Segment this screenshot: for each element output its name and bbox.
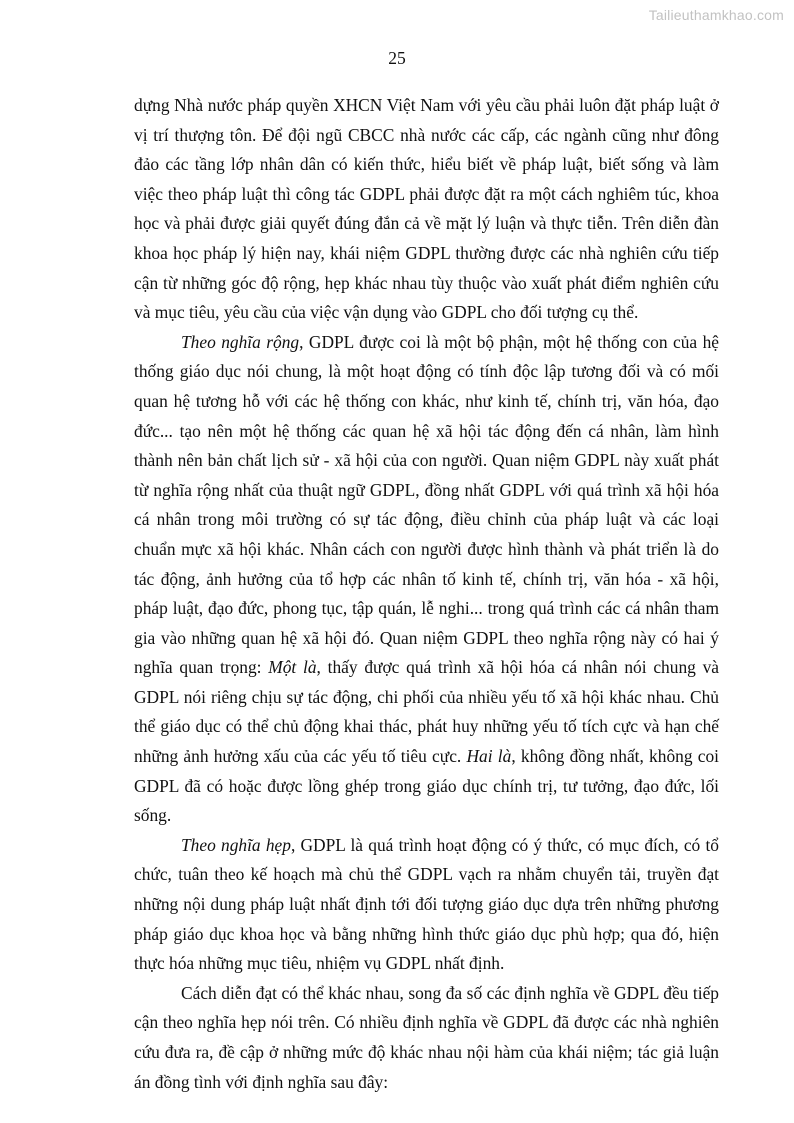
paragraph-3-text: , GDPL là quá trình hoạt động có ý thức, có mục đích, có tổ chức, tuân theo kế hoạch mà chủ thể GDPL vạch ra nhằm chuyển tải, truyền đạt những nội dung pháp luật nhất định tới đối tượng giáo dục dựa trên những phương pháp giáo dục khoa học và bằng những hình thức giáo dục phù hợp; qua đó, hiện thực hóa những mục tiêu, nhiệm vụ GDPL nhất định. [134, 834, 719, 974]
paragraph-2 [134, 328, 719, 831]
watermark: Tailieuthamkhao.com [648, 7, 784, 23]
narrow-sense-lead: Theo nghĩa hẹp [181, 834, 291, 855]
paragraph-4: Cách diễn đạt có thể khác nhau, song đa số các định nghĩa về GDPL đều tiếp cận theo nghĩa hẹp nói trên. Có nhiều định nghĩa về GDPL đã được các nhà nghiên cứu đưa ra, đề cập ở những mức độ khác nhau nội hàm của khái niệm; tác giả luận án đồng tình với định nghĩa sau đây: [134, 982, 719, 1092]
second-point-label: Hai là [466, 746, 512, 767]
paragraph-2-text-3: , không đồng nhất, không coi GDPL đã có hoặc được lồng ghép trong giáo dục chính trị, tư tưởng, đạo đức, lối sống. [134, 746, 719, 826]
paragraph-2-text-2: , thấy được quá trình xã hội hóa cá nhân nói chung và GDPL nói riêng chịu sự tác động, chi phối của nhiều yếu tố xã hội khác nhau. Chủ thể giáo dục có thể chủ động khai thác, phát huy những yếu tố tích cực và hạn chế những ảnh hưởng xấu của các yếu tố tiêu cực. [134, 657, 719, 767]
first-point-label: Một là [268, 657, 317, 678]
page-number: 25 [388, 48, 406, 68]
document-body [134, 91, 719, 1097]
paragraph-1: dựng Nhà nước pháp quyền XHCN Việt Nam với yêu cầu phải luôn đặt pháp luật ở vị trí thượng tôn. Để đội ngũ CBCC nhà nước các cấp, các ngành cũng như đông đảo các tầng lớp nhân dân có kiến thức, hiểu biết về pháp luật, biết sống và làm việc theo pháp luật thì công tác GDPL phải được đặt ra một cách nghiêm túc, khoa học và phải được giải quyết đúng đắn cả về mặt lý luận và thực tiễn. Trên diễn đàn khoa học pháp lý hiện nay, khái niệm GDPL thường được các nhà nghiên cứu tiếp cận từ những góc độ rộng, hẹp khác nhau tùy thuộc vào xuất phát điểm nghiên cứu và mục tiêu, yêu cầu của việc vận dụng vào GDPL cho đối tượng cụ thể. [134, 95, 719, 323]
paragraph-3 [134, 831, 719, 979]
broad-sense-lead: Theo nghĩa rộng [181, 331, 300, 352]
paragraph-2-text-1: , GDPL được coi là một bộ phận, một hệ thống con của hệ thống giáo dục nói chung, là một hoạt động có tính độc lập tương đối và có mối quan hệ tương hỗ với các hệ thống con khác, như kinh tế, chính trị, văn hóa, đạo đức... tạo nên một hệ thống các quan hệ xã hội tác động đến cá nhân, làm hình thành nên bản chất lịch sử - xã hội của con người. Quan niệm GDPL này xuất phát từ nghĩa rộng nhất của thuật ngữ GDPL, đồng nhất GDPL với quá trình xã hội hóa cá nhân trong môi trường có sự tác động, điều chỉnh của pháp luật và các loại chuẩn mực xã hội khác. Nhân cách con người được hình thành và phát triển là do tác động, ảnh hưởng của tổ hợp các nhân tố kinh tế, chính trị, văn hóa - xã hội, pháp luật, đạo đức, phong tục, tập quán, lễ nghi... trong quá trình các cá nhân tham gia vào những quan hệ xã hội đó. Quan niệm GDPL theo nghĩa rộng này có hai ý nghĩa quan trọng: [134, 331, 719, 678]
